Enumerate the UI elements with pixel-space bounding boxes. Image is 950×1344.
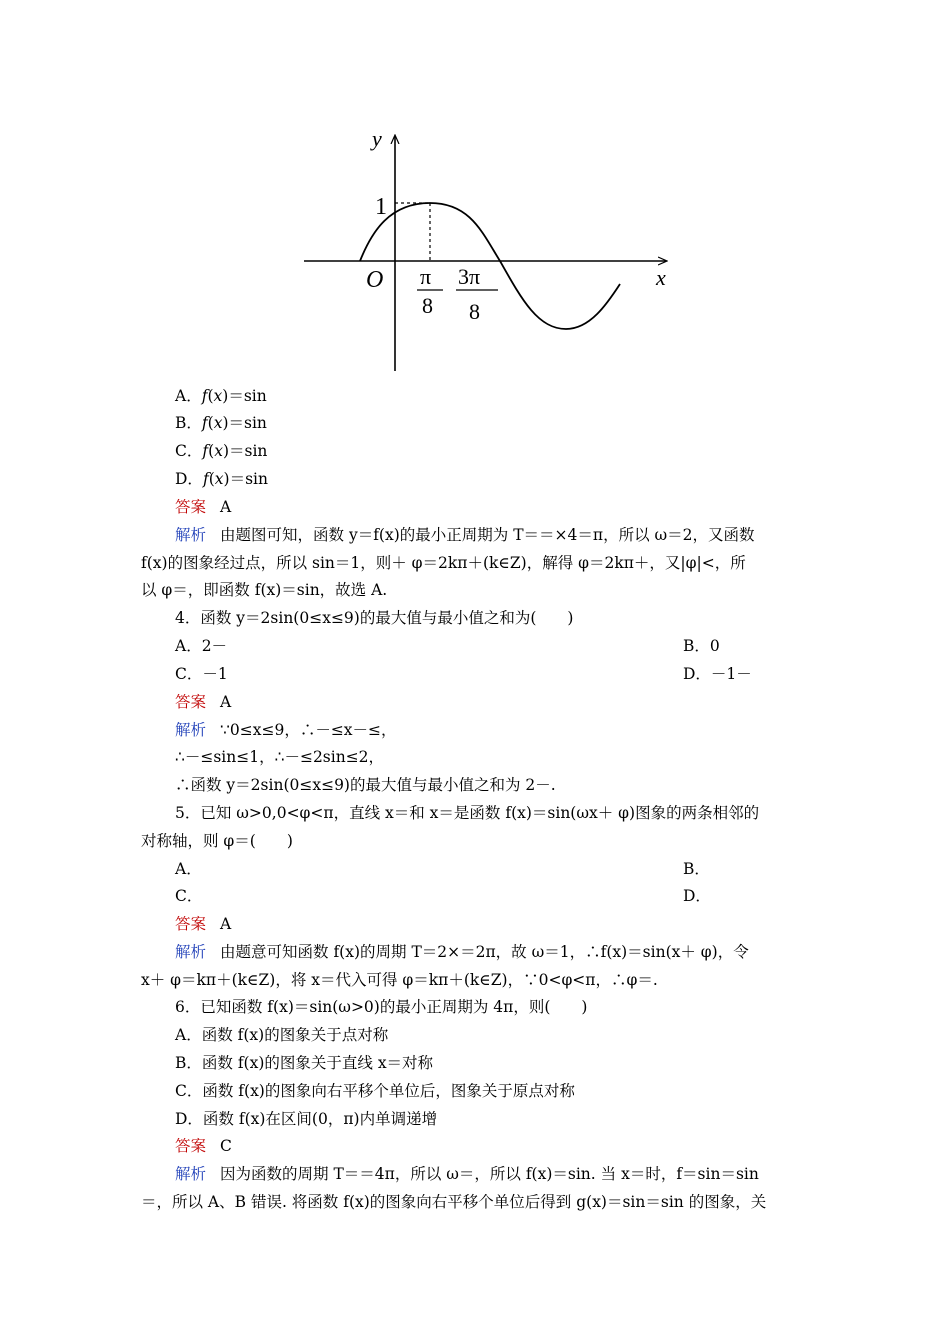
tick-3pi-8-denominator: 8 — [469, 299, 480, 324]
q4-answer: 答案 A — [175, 693, 232, 711]
sine-curve — [360, 203, 620, 329]
answer-label: 答案 — [175, 498, 207, 516]
tick-3pi-8-numerator: 3π — [458, 264, 481, 289]
q3-option-d: D．f(x)＝sin — [175, 470, 268, 488]
q4-options-row-2: C．－1 D．－1－ — [175, 665, 752, 683]
tick-pi-8-numerator: π — [420, 264, 432, 289]
q3-answer: 答案 A — [175, 498, 232, 516]
q5-analysis-line-1: 解析 由题意可知函数 f(x)的周期 T＝2×＝2π，故 ω＝1，∴f(x)＝sin(x＋ φ)，令 — [175, 943, 749, 961]
q3-analysis-line-3: 以 φ＝，即函数 f(x)＝sin，故选 A. — [141, 581, 388, 599]
q5-stem-line-1: 5．已知 ω>0,0<φ<π，直线 x＝和 x＝是函数 f(x)＝sin(ωx＋ φ)图象的两条相邻的 — [175, 804, 760, 822]
x-axis-label: x — [656, 265, 666, 290]
q3-analysis-line-2: f(x)的图象经过点，所以 sin＝1，则＋ φ＝2kπ＋(k∈Z)，解得 φ＝2kπ＋，又|φ|<，所 — [141, 554, 746, 572]
q3-option-c: C．f(x)＝sin — [175, 442, 268, 460]
q4-analysis-line-2: ∴－≤sin≤1，∴－≤2sin≤2， — [175, 748, 385, 766]
sine-graph — [300, 124, 680, 374]
q5-options-row-2: C． D． — [175, 887, 711, 905]
q6-option-d: D．函数 f(x)在区间(0，π)内单调递增 — [175, 1110, 438, 1128]
q5-answer: 答案 A — [175, 915, 232, 933]
y-axis-label: y — [372, 126, 382, 151]
analysis-label: 解析 — [175, 526, 207, 544]
tick-pi-8-denominator: 8 — [422, 293, 433, 318]
q4-options-row-1: A．2－ B．0 — [175, 637, 720, 655]
q6-answer: 答案 C — [175, 1137, 232, 1155]
q5-options-row-1: A． B． — [175, 860, 710, 878]
q6-analysis-line-1: 解析 因为函数的周期 T＝＝4π，所以 ω＝，所以 f(x)＝sin. 当 x＝时，f＝sin＝sin — [175, 1165, 759, 1183]
q5-stem-line-2: 对称轴，则 φ＝( ) — [141, 832, 293, 850]
q4-analysis-line-3: ∴函数 y＝2sin(0≤x≤9)的最大值与最小值之和为 2－. — [175, 776, 556, 794]
q5-analysis-line-2: x＋ φ＝kπ＋(k∈Z)，将 x＝代入可得 φ＝kπ＋(k∈Z)，∵0<φ<π，∴φ＝. — [141, 971, 658, 989]
q3-option-a: A．f(x)＝sin — [175, 387, 267, 405]
answer-label: 答案 — [175, 915, 207, 933]
answer-label: 答案 — [175, 1137, 207, 1155]
q6-option-c: C．函数 f(x)的图象向右平移个单位后，图象关于原点对称 — [175, 1082, 575, 1100]
q6-option-b: B．函数 f(x)的图象关于直线 x＝对称 — [175, 1054, 434, 1072]
q6-stem: 6．已知函数 f(x)＝sin(ω>0)的最小正周期为 4π，则( ) — [175, 998, 588, 1016]
analysis-label: 解析 — [175, 1165, 207, 1183]
q6-option-a: A．函数 f(x)的图象关于点对称 — [175, 1026, 389, 1044]
q3-analysis-line-1: 解析 由题图可知，函数 y＝f(x)的最小正周期为 T＝＝×4＝π，所以 ω＝2，又函数 — [175, 526, 755, 544]
analysis-label: 解析 — [175, 721, 207, 739]
q4-analysis-line-1: 解析 ∵0≤x≤9，∴－≤x－≤， — [175, 721, 397, 739]
origin-label: O — [366, 267, 384, 293]
q4-stem: 4．函数 y＝2sin(0≤x≤9)的最大值与最小值之和为( ) — [175, 609, 574, 627]
answer-label: 答案 — [175, 693, 207, 711]
q6-analysis-line-2: ＝，所以 A、B 错误. 将函数 f(x)的图象向右平移个单位后得到 g(x)＝sin＝sin 的图象，关 — [141, 1193, 767, 1211]
y-tick-1: 1 — [375, 194, 387, 220]
q3-option-b: B．f(x)＝sin — [175, 414, 267, 432]
analysis-label: 解析 — [175, 943, 207, 961]
